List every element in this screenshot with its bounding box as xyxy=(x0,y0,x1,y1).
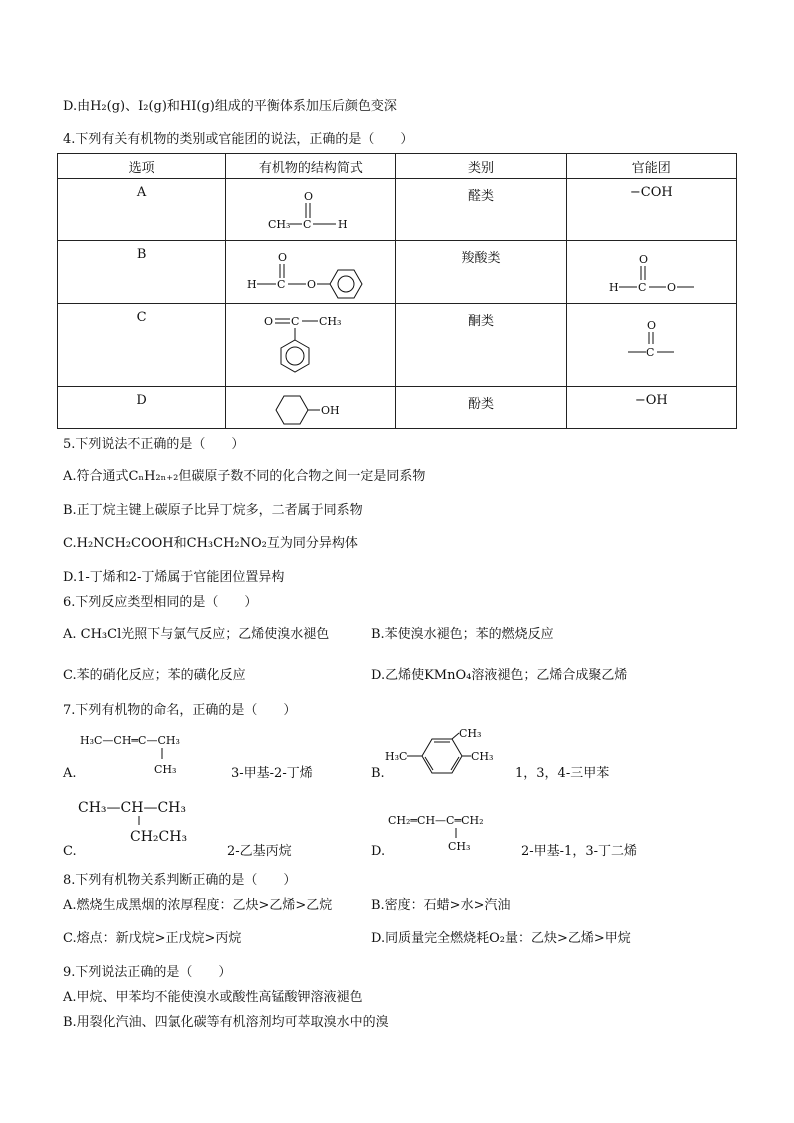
group-carbonyl xyxy=(626,316,686,360)
row-c-category: 酮类 xyxy=(468,314,495,329)
q7d-structure xyxy=(386,808,506,856)
row-b-option: B xyxy=(136,247,147,262)
q8-option-d: D.同质量完全燃烧耗O₂量：乙炔>乙烯>甲烷 xyxy=(371,931,631,946)
atom-h: H xyxy=(247,278,257,291)
q5-stem: 5.下列说法不正确的是（ ） xyxy=(63,437,245,452)
q3-option-d: D.由H₂(g)、I₂(g)和HI(g)组成的平衡体系加压后颜色变深 xyxy=(63,99,397,114)
atom-ch3: CH₃ xyxy=(268,218,291,231)
q7b-ch3-right: CH₃ xyxy=(471,750,494,763)
atom-oh: OH xyxy=(321,404,340,417)
atom-o-carbonyl: O xyxy=(639,253,649,266)
header-category: 类别 xyxy=(396,154,566,179)
structure-cyclohexanol xyxy=(270,392,360,430)
q7d-main-chain: CH₂═CH—C═CH₂ xyxy=(388,814,484,827)
q6-stem: 6.下列反应类型相同的是（ ） xyxy=(63,595,258,610)
q6-option-c: C.苯的硝化反应；苯的磺化反应 xyxy=(63,668,246,683)
atom-o: O xyxy=(264,315,274,328)
atom-h: H xyxy=(338,218,348,231)
q7c-main-chain: CH₃—CH—CH₃ xyxy=(78,800,186,816)
q7b-ch3-top: CH₃ xyxy=(459,727,482,740)
q5-option-c: C.H₂NCH₂COOH和CH₃CH₂NO₂互为同分异构体 xyxy=(63,536,358,551)
q8-option-a: A.燃烧生成黑烟的浓厚程度：乙炔>乙烯>乙烷 xyxy=(63,898,333,913)
q6-option-d: D.乙烯使KMnO₄溶液褪色；乙烯合成聚乙烯 xyxy=(371,668,628,683)
atom-o-carbonyl: O xyxy=(278,251,288,264)
q6-option-b: B.苯使溴水褪色；苯的燃烧反应 xyxy=(371,627,554,642)
atom-o: O xyxy=(304,190,314,203)
atom-c: C xyxy=(646,346,655,359)
row-d-category: 酚类 xyxy=(468,397,495,412)
q4-stem: 4.下列有关有机物的类别或官能团的说法，正确的是（ ） xyxy=(63,132,414,147)
atom-c: C xyxy=(303,218,312,231)
row-d-option: D xyxy=(136,393,147,408)
q7-option-a-name: 3-甲基-2-丁烯 xyxy=(231,766,313,781)
q7c-ethyl: CH₂CH₃ xyxy=(130,829,188,845)
row-d-group: −OH xyxy=(634,393,668,408)
q7d-methyl: CH₃ xyxy=(448,840,471,853)
group-ester xyxy=(606,250,706,298)
q7b-structure xyxy=(385,727,500,777)
structure-phenyl-formate xyxy=(244,247,374,299)
atom-c: C xyxy=(277,278,286,291)
atom-h: H xyxy=(609,281,619,294)
atom-ch3: CH₃ xyxy=(319,315,342,328)
structure-acetophenone xyxy=(262,310,362,386)
q7-option-b-label: B. xyxy=(371,766,385,781)
q7-option-d-name: 2-甲基-1，3-丁二烯 xyxy=(521,844,637,859)
q8-option-b: B.密度：石蜡>水>汽油 xyxy=(371,898,511,913)
q7-option-c-label: C. xyxy=(63,844,77,859)
row-a-group: −COH xyxy=(629,185,673,200)
q8-stem: 8.下列有机物关系判断正确的是（ ） xyxy=(63,873,297,888)
atom-o-ester: O xyxy=(307,278,317,291)
row-c-option: C xyxy=(136,310,147,325)
row-a-category: 醛类 xyxy=(468,189,495,204)
q5-option-a: A.符合通式CₙH₂ₙ₊₂但碳原子数不同的化合物之间一定是同系物 xyxy=(63,469,426,484)
q8-option-c: C.熔点：新戊烷>正戊烷>丙烷 xyxy=(63,931,242,946)
q7-option-a-label: A. xyxy=(63,766,77,781)
header-group: 官能团 xyxy=(566,154,736,179)
atom-o-ester: O xyxy=(667,281,677,294)
q7a-structure xyxy=(78,729,228,777)
atom-c: C xyxy=(291,315,300,328)
q7c-structure xyxy=(76,795,226,845)
header-structure: 有机物的结构简式 xyxy=(226,154,396,179)
q6-option-a: A. CH₃Cl光照下与氯气反应；乙烯使溴水褪色 xyxy=(63,627,330,642)
q7-option-b-name: 1，3，4-三甲苯 xyxy=(515,766,610,781)
q7b-h3c: H₃C xyxy=(385,750,408,763)
atom-o: O xyxy=(647,319,657,332)
structure-acetaldehyde xyxy=(262,186,362,238)
q7a-main-chain: H₃C—CH═C—CH₃ xyxy=(80,734,180,747)
q9-option-a: A.甲烷、甲苯均不能使溴水或酸性高锰酸钾溶液褪色 xyxy=(63,990,363,1005)
header-option: 选项 xyxy=(58,154,226,179)
q5-option-d: D.1-丁烯和2-丁烯属于官能团位置异构 xyxy=(63,570,285,585)
row-a-option: A xyxy=(136,185,147,200)
q7-option-d-label: D. xyxy=(371,844,386,859)
q9-stem: 9.下列说法正确的是（ ） xyxy=(63,965,232,980)
q7a-methyl: CH₃ xyxy=(154,763,177,776)
q9-option-b: B.用裂化汽油、四氯化碳等有机溶剂均可萃取溴水中的溴 xyxy=(63,1015,389,1030)
row-b-category: 羧酸类 xyxy=(461,251,501,266)
q7-option-c-name: 2-乙基丙烷 xyxy=(227,844,292,859)
atom-c: C xyxy=(638,281,647,294)
q7-stem: 7.下列有机物的命名，正确的是（ ） xyxy=(63,703,297,718)
q5-option-b: B.正丁烷主键上碳原子比异丁烷多，二者属于同系物 xyxy=(63,503,363,518)
